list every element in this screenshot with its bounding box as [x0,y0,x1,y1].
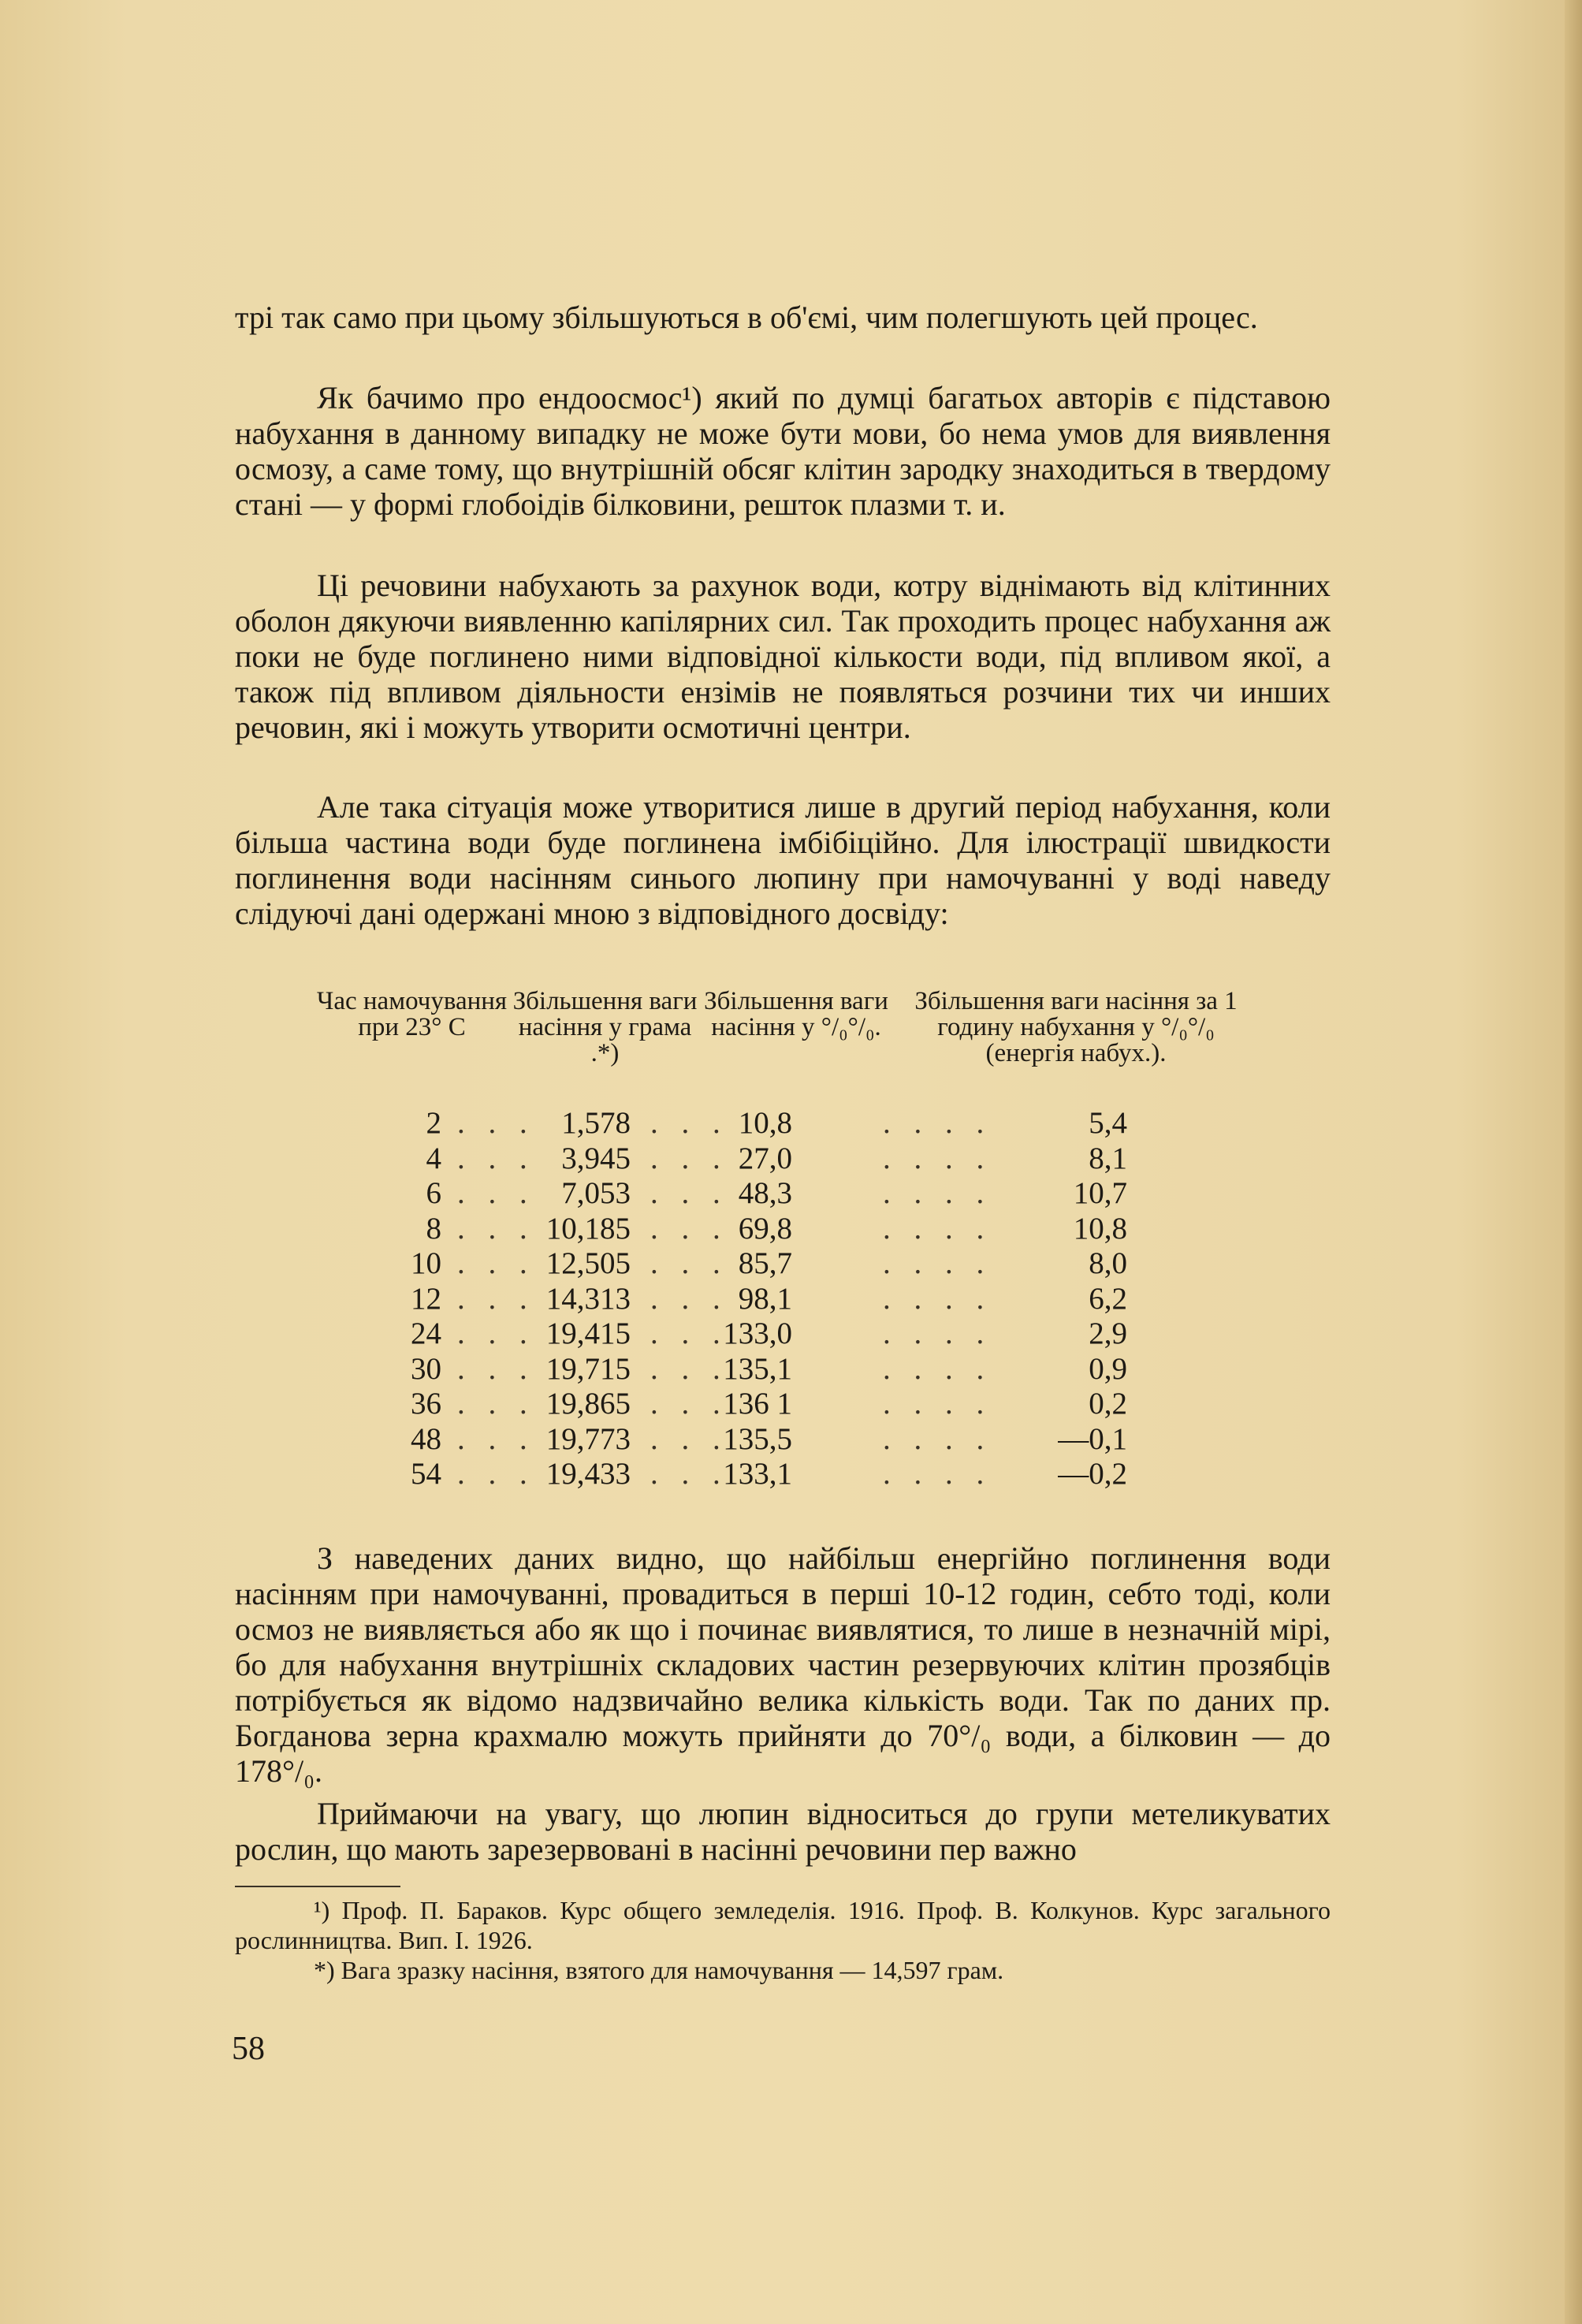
table-row [370,1387,1127,1422]
leader-dots: . . . [457,1351,535,1386]
leader-dots: . . . [457,1457,535,1491]
table-row [370,1352,1127,1387]
page-number: 58 [232,2031,265,2067]
paragraph-text: Ці речовини набухають за рахунок води, котру віднімають від клітинних оболон дякуючи виявленню капілярних сил. Так проходить процес набухання аж поки не буде поглинено ними відповідної кількости води, під впливом якої, а також під впливом діяльности ензімів не появляться розчини тих чи инших речовин, які і можуть утворити осмотичні центри. [235,568,1331,745]
paragraph-text: трі так само при цьому збільшуються в об'ємі, чим полегшують цей процес. [235,300,1258,335]
paragraph-text: Приймаючи на увагу, що люпин відноситься до групи метеликуватих рослин, що мають зарезервовані в насінні речовини пер важно [235,1796,1331,1867]
leader-dots: . . . [650,1141,728,1175]
body-paragraph-swelling [235,568,1331,756]
table-row [370,1212,1127,1247]
leader-dots: . . . . [883,1141,992,1175]
page-edge [1565,0,1582,2324]
leader-dots: . . . [650,1387,728,1421]
paragraph-text: З наведених даних видно, що найбільш енергійно поглинення води насінням при намочуванні, провадиться в перші 10-12 годин, себто тоді, коли осмоз не виявляється або як що і починає виявлятися, то лише в незначній мірі, бо для набухання внутрішніх складових частин резервуючих клітин прозябців потрібується як відомо надзвичайно велика кількість води. Так по даних пр. Богданова зерна крахмалю можуть прийняти до 70°/₀ води, а білковин — до 178°/₀. [235,1540,1331,1789]
cell-hours: 10 [411,1246,441,1280]
footnotes [235,1895,1331,1985]
leader-dots: . . . [457,1176,535,1210]
cell-hours: 36 [411,1387,441,1421]
leader-dots: . . . [650,1457,728,1491]
cell-percent: 135,5 [723,1421,792,1456]
table-row [370,1457,1127,1492]
leader-dots: . . . . [883,1457,992,1491]
cell-grams: 14,313 [545,1281,631,1316]
table-header-energy: Збільшення ваги насіння за 1 годину набухання у °/₀°/₀ (енергія набух.). [914,987,1238,1067]
paragraph-text: Але така сітуація може утворитися лише в другий період набухання, коли більша частина води буде поглинена імбібіційно. Для ілюстрації швидкости поглинення води насінням синього люпину при намочуванні у воді наведу слідуючі дані одержані мною з відповідного досвіду: [235,789,1331,931]
leader-dots: . . . . [883,1387,992,1421]
cell-hours: 54 [411,1457,441,1491]
table-row [370,1317,1127,1352]
cell-grams: 10,185 [545,1211,631,1246]
cell-energy: 2,9 [1089,1317,1127,1350]
leader-dots: . . . . [883,1106,992,1140]
leader-dots: . . . . [883,1317,992,1350]
cell-energy: 5,4 [1089,1106,1127,1140]
cell-grams: 19,715 [545,1351,631,1386]
leader-dots: . . . [457,1281,535,1316]
cell-energy: —0,2 [1058,1457,1127,1491]
body-paragraph-lupin [235,1796,1331,1878]
table-row [370,1246,1127,1282]
cell-energy: 0,9 [1089,1351,1127,1386]
cell-grams: 1,578 [561,1106,631,1140]
table-header-weight-percent: Збільшення ваги насіння у °/₀°/₀. [704,987,888,1041]
leader-dots: . . . . [883,1211,992,1246]
cell-grams: 12,505 [545,1246,631,1280]
cell-grams: 3,945 [561,1141,631,1175]
cell-energy: 10,8 [1073,1211,1127,1246]
table-row [370,1176,1127,1212]
leader-dots: . . . [650,1176,728,1210]
cell-grams: 19,865 [545,1387,631,1421]
footnote-divider [235,1886,400,1887]
table-row [370,1282,1127,1317]
cell-hours: 8 [426,1211,441,1246]
footnote-1: ¹) Проф. П. Бараков. Курс общего земледелія. 1916. Проф. В. Колкунов. Курс загального рослинництва. Вип. І. 1926. [235,1896,1331,1954]
cell-percent: 48,3 [738,1176,792,1210]
cell-hours: 6 [426,1176,441,1210]
cell-hours: 12 [411,1281,441,1316]
cell-percent: 135,1 [723,1351,792,1386]
cell-energy: 6,2 [1089,1281,1127,1316]
leader-dots: . . . [650,1246,728,1280]
cell-hours: 24 [411,1317,441,1350]
cell-hours: 2 [426,1106,441,1140]
table-header-time: Час намочування при 23° С [316,987,508,1041]
cell-percent: 133,0 [723,1317,792,1350]
cell-hours: 4 [426,1141,441,1175]
leader-dots: . . . [457,1246,535,1280]
cell-percent: 85,7 [738,1246,792,1280]
cell-hours: 30 [411,1351,441,1386]
leader-dots: . . . [650,1317,728,1350]
leader-dots: . . . . [883,1421,992,1456]
cell-percent: 10,8 [738,1106,792,1140]
leader-dots: . . . [650,1351,728,1386]
cell-energy: 0,2 [1089,1387,1127,1421]
cell-grams: 19,773 [545,1421,631,1456]
cell-percent: 69,8 [738,1211,792,1246]
leader-dots: . . . [650,1106,728,1140]
table-header-weight-grams: Збільшення ваги насіння у грама .*) [512,987,698,1067]
cell-energy: —0,1 [1058,1421,1127,1456]
cell-percent: 133,1 [723,1457,792,1491]
table-row [370,1106,1127,1142]
cell-percent: 136 1 [723,1387,792,1421]
cell-hours: 48 [411,1421,441,1456]
leader-dots: . . . . [883,1281,992,1316]
cell-percent: 27,0 [738,1141,792,1175]
leader-dots: . . . . [883,1176,992,1210]
footnote-2: *) Вага зразку насіння, взятого для намочування — 14,597 грам. [314,1956,1004,1984]
table-header [315,989,1277,1067]
leader-dots: . . . [650,1421,728,1456]
leader-dots: . . . [457,1387,535,1421]
cell-energy: 8,0 [1089,1246,1127,1280]
leader-dots: . . . [457,1421,535,1456]
cell-energy: 8,1 [1089,1141,1127,1175]
cell-grams: 7,053 [561,1176,631,1210]
table-body [370,1106,1127,1492]
leader-dots: . . . . [883,1246,992,1280]
body-paragraph-continuation [235,300,1331,346]
cell-grams: 19,415 [545,1317,631,1350]
leader-dots: . . . [457,1211,535,1246]
leader-dots: . . . [650,1211,728,1246]
cell-percent: 98,1 [738,1281,792,1316]
leader-dots: . . . [457,1106,535,1140]
leader-dots: . . . [650,1281,728,1316]
cell-energy: 10,7 [1073,1176,1127,1210]
table-row [370,1422,1127,1458]
leader-dots: . . . . [883,1351,992,1386]
body-paragraph-experiment [235,789,1331,942]
body-paragraph-endosmosis [235,380,1331,533]
leader-dots: . . . [457,1317,535,1350]
leader-dots: . . . [457,1141,535,1175]
body-paragraph-conclusion [235,1540,1331,1800]
cell-grams: 19,433 [545,1457,631,1491]
table-row [370,1142,1127,1177]
paragraph-text: Як бачимо про ендоосмос¹) який по думці багатьох авторів є підставою набухання в данному випадку не може бути мови, бо нема умов для виявлення осмозу, а саме тому, що внутрішній обсяг клітин зародку знаходиться в твердому стані — у формі глобоідів білковини, решток плазми т. и. [235,380,1331,522]
